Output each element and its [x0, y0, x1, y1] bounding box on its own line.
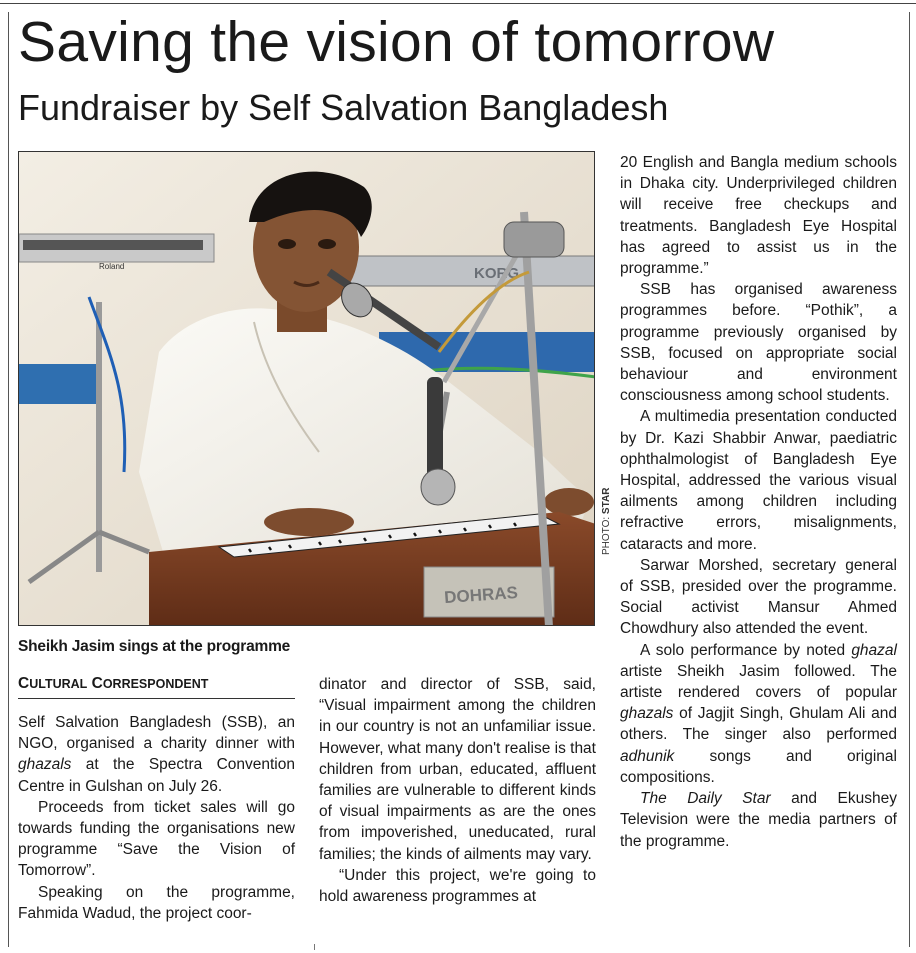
subheadline: Fundraiser by Self Salvation Bangladesh — [18, 87, 669, 128]
column-tick — [314, 944, 315, 950]
article-column-3 — [620, 152, 897, 852]
photo-credit: PHOTO: STAR — [601, 487, 612, 555]
paragraph: Speaking on the programme, Fahmida Wadud, the project coor- — [18, 883, 295, 922]
paragraph: “Under this project, we're going to hold awareness programmes at — [319, 866, 596, 906]
article-column-1 — [18, 712, 295, 924]
article-photo — [18, 151, 595, 626]
byline: CULTURAL CORRESPONDENT — [18, 675, 295, 699]
headline: Saving the vision of tomorrow — [18, 10, 775, 74]
paragraph: 20 English and Bangla medium schools in Dhaka city. Underprivileged children will receive free checkups and treatments. Bangladesh Eye Hospital has agreed to assist us in the programme.” — [620, 154, 897, 278]
paragraph: Sarwar Morshed, secretary general of SSB, presided over the programme. Social activist Mansur Ahmed Chowdhury also attended the event. — [620, 556, 897, 638]
left-column-rule — [8, 12, 9, 947]
paragraph: dinator and director of SSB, said, “Visual impairment among the children in our country is not an unfamiliar issue. However, what many don't realise is that children from urban, educated, affluent families are vulnerable to different kinds of visual impairments as are the ones from impoverished, uneducated, rural families; the kinds of ailments may vary. — [319, 676, 596, 863]
paragraph: SSB has organised awareness programmes before. “Pothik”, a programme previously organised by SSB, focused on appropriate social behaviour and environment consciousness among school students. — [620, 281, 897, 405]
paragraph: Proceeds from ticket sales will go towards funding the organisations new programme “Save the Vision of Tomorrow”. — [18, 798, 295, 880]
harmonium-brand: DOHRAS — [443, 583, 519, 608]
paragraph: Self Salvation Bangladesh (SSB), an NGO, organised a charity dinner with ghazals at the Spectra Convention Centre in Gulshan on July 26. — [18, 714, 295, 795]
roland-brand: Roland — [99, 262, 125, 271]
right-column-rule — [909, 12, 910, 947]
paragraph: A multimedia presentation conducted by Dr. Kazi Shabbir Anwar, paediatric ophthalmologist of Bangladesh Eye Hospital, addressed the various visual ailments among children including refractive errors, misalignments, cataracts and more. — [620, 408, 897, 553]
top-rule — [0, 3, 916, 4]
paragraph: A solo performance by noted ghazal artiste Sheikh Jasim followed. The artiste rendered covers of popular ghazals of Jagjit Singh, Ghulam Ali and others. The singer also performed adhunik songs and original compositions. — [620, 641, 897, 786]
article-column-2 — [319, 674, 596, 907]
paragraph: The Daily Star and Ekushey Television were the media partners of the programme. — [620, 790, 897, 850]
photo-caption: Sheikh Jasim sings at the programme — [18, 638, 291, 655]
korg-brand: KORG — [474, 265, 519, 282]
